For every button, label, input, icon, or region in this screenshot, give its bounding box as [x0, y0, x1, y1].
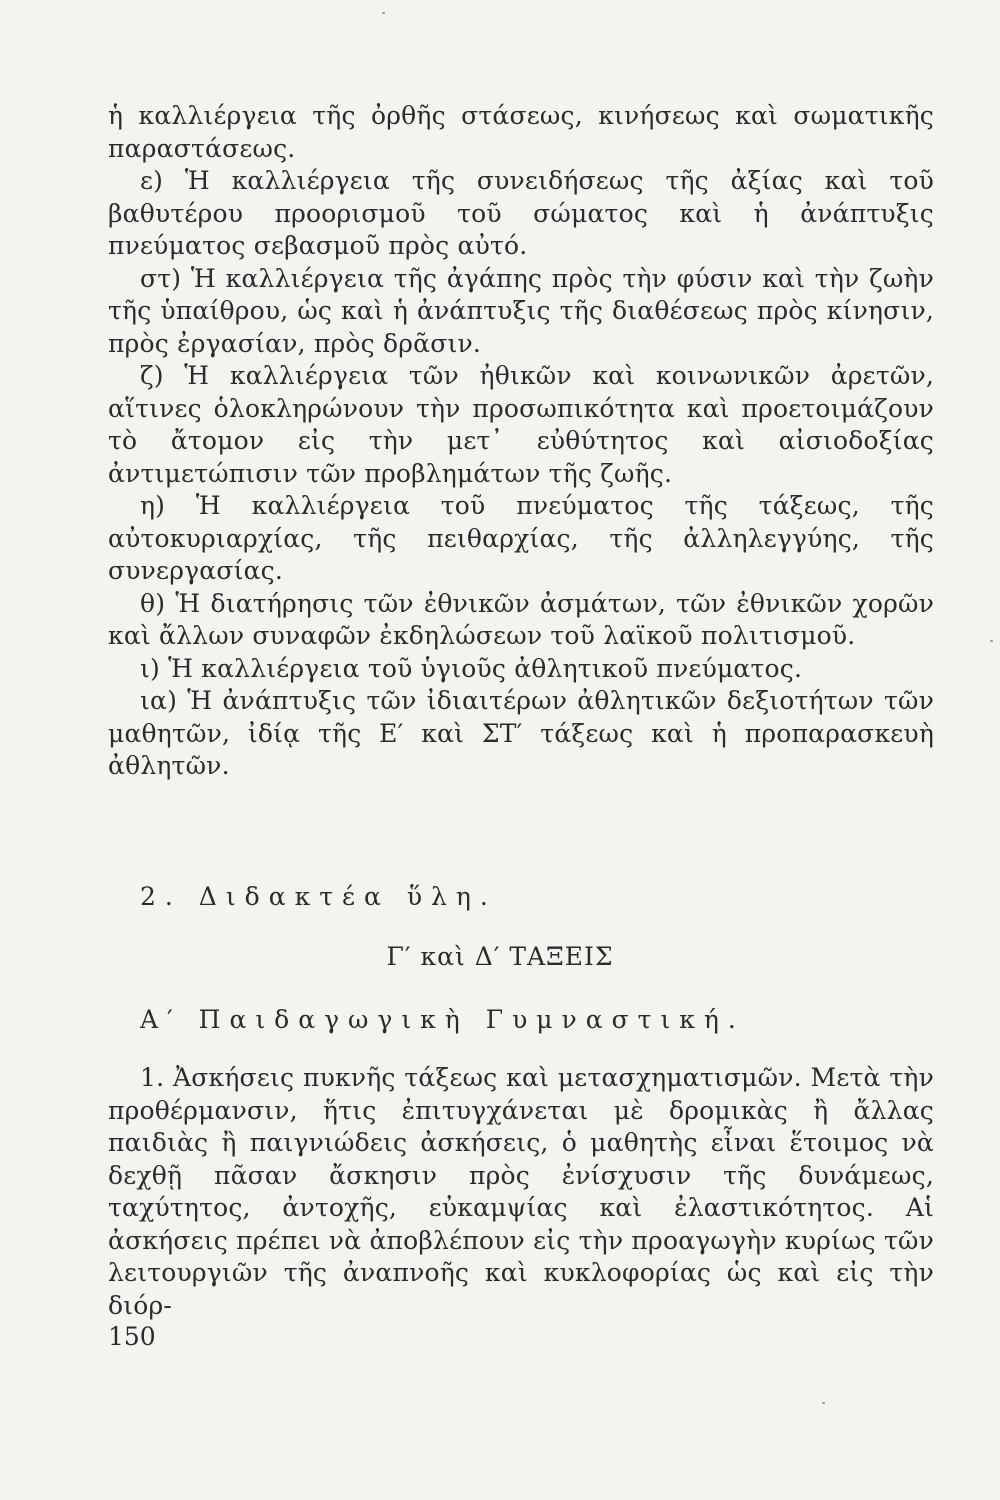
subheading: Α′ Παιδαγωγικὴ Γυμναστική. — [140, 1005, 745, 1034]
class-heading: Γ′ καὶ Δ′ ΤΑΞΕΙΣ — [386, 942, 614, 971]
print-speck — [990, 640, 993, 642]
paragraph-st: στ) Ἡ καλλιέργεια τῆς ἀγάπης πρὸς τὴν φύσιν καὶ τὴν ζωὴν τῆς ὑπαίθρου, ὡς καὶ ἡ ἀνάπτυξις τῆς διαθέσεως πρὸς κίνησιν, πρὸς ἐργασίαν, πρὸς δρᾶσιν. — [108, 263, 934, 358]
paragraph-ia: ια) Ἡ ἀνάπτυξις τῶν ἰδιαιτέρων ἀθλητικῶν δεξιοτήτων τῶν μαθητῶν, ἰδίᾳ τῆς Ε′ καὶ ΣΤ′ τάξεως καὶ ἡ προπαρασκευὴ ἀθλητῶν. — [108, 686, 934, 780]
paragraph-iota: ι) Ἡ καλλιέργεια τοῦ ὑγιοῦς ἀθλητικοῦ πνεύματος. — [140, 653, 803, 683]
paragraph-z: ζ) Ἡ καλλιέργεια τῶν ἠθικῶν καὶ κοινωνικῶν ἀρετῶν, αἵτινες ὁλοκληρώνουν τὴν προσωπικότητα καὶ προετοιμάζουν τὸ ἄτομον εἰς τὴν μετ᾽ εὐθύτητος καὶ αἰσιοδοξίας ἀντιμετώπισιν τῶν προβλημάτων τῆς ζωῆς. — [108, 361, 934, 488]
paragraph-continuation: ἡ καλλιέργεια τῆς ὀρθῆς στάσεως, κινήσεως καὶ σωματικῆς παραστάσεως. — [108, 101, 934, 163]
paragraph-e: ε) Ἡ καλλιέργεια τῆς συνειδήσεως τῆς ἀξίας καὶ τοῦ βαθυτέρου προορισμοῦ τοῦ σώματος καὶ ἡ ἀνάπτυξις πνεύματος σεβασμοῦ πρὸς αὐτό. — [108, 166, 934, 260]
paragraph-eta: η) Ἡ καλλιέργεια τοῦ πνεύματος τῆς τάξεως, τῆς αὐτοκυριαρχίας, τῆς πειθαρχίας, τῆς ἀλληλεγγύης, τῆς συνεργασίας. — [108, 491, 934, 585]
page-number: 150 — [108, 1322, 156, 1351]
print-speck — [382, 12, 385, 14]
section-heading: 2. Διδακτέα ὕλη. — [140, 882, 497, 911]
exercise-paragraph: 1. Ἀσκήσεις πυκνῆς τάξεως καὶ μετασχηματισμῶν. Μετὰ τὴν προθέρμανσιν, ἥτις ἐπιτυγχάνεται μὲ δρομικὰς ἢ ἄλλας παιδιὰς ἢ παιγνιώδεις ἀσκήσεις, ὁ μαθητὴς εἶναι ἕτοιμος νὰ δεχθῇ πᾶσαν ἄσκησιν πρὸς ἐνίσχυσιν τῆς δυνάμεως, ταχύτητος, ἀντοχῆς, εὐκαμψίας καὶ ἐλαστικότητος. Αἱ ἀσκήσεις πρέπει νὰ ἀποβλέπουν εἰς τὴν προαγωγὴν κυρίως τῶν λειτουργιῶν τῆς ἀναπνοῆς καὶ κυκλοφορίας ὡς καὶ εἰς τὴν διόρ- — [108, 1063, 934, 1320]
objectives-text — [108, 100, 934, 783]
print-speck — [822, 1402, 825, 1404]
paragraph-theta: θ) Ἡ διατήρησις τῶν ἐθνικῶν ἀσμάτων, τῶν ἐθνικῶν χορῶν καὶ ἄλλων συναφῶν ἐκδηλώσεων τοῦ λαϊκοῦ πολιτισμοῦ. — [108, 588, 934, 650]
